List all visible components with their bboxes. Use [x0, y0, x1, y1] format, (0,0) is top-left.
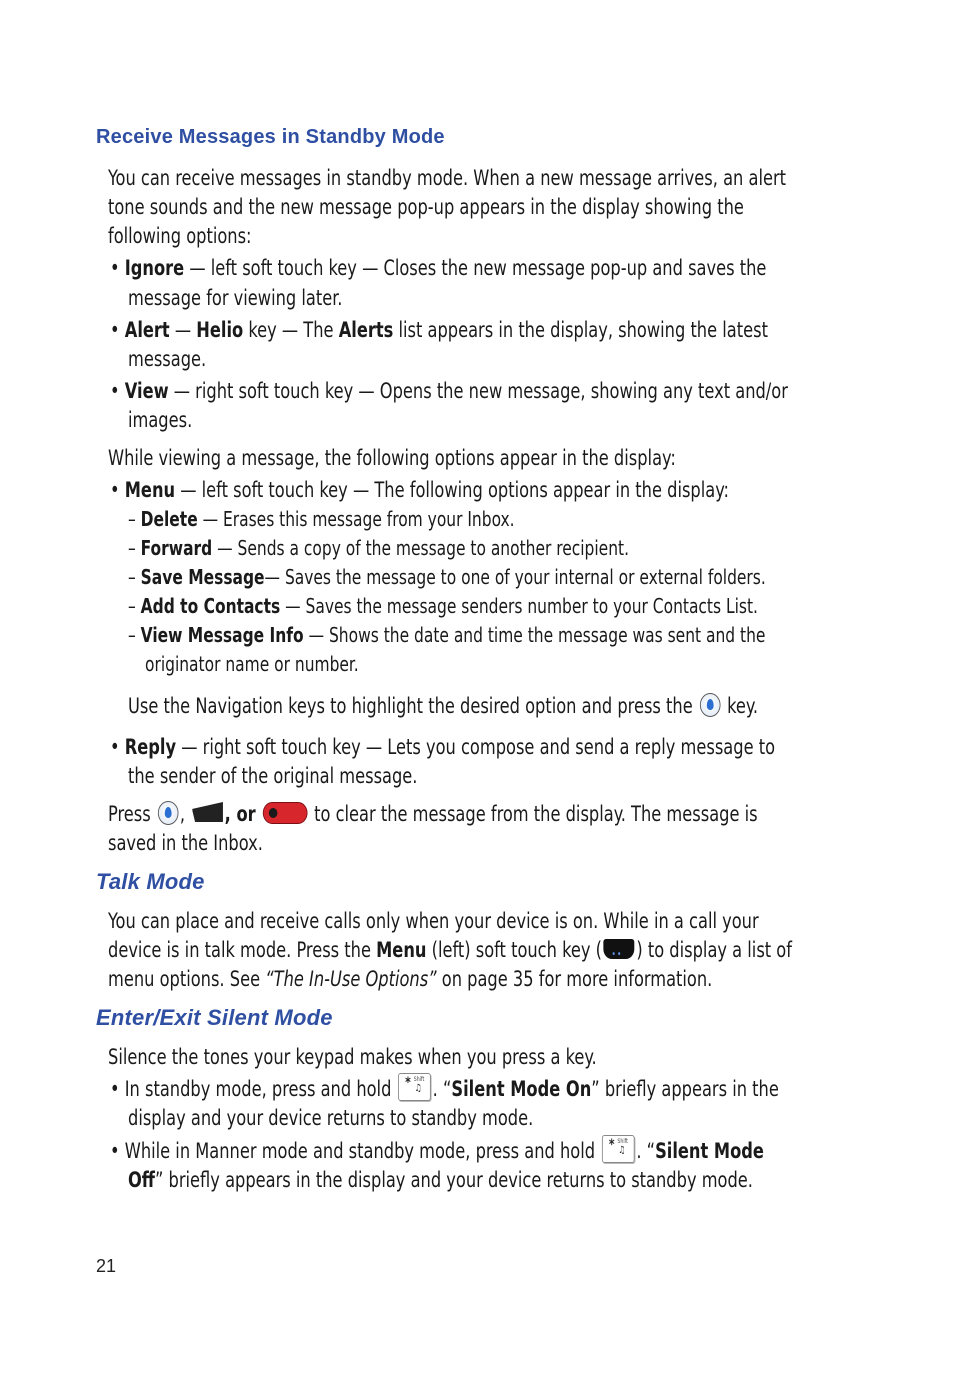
bullet-reply: • Reply — right soft touch key — Lets you compose and send a reply message to: [110, 735, 776, 759]
bullet-view-line-2: images.: [128, 408, 193, 432]
silent-intro: Silence the tones your keypad makes when you press a key.: [108, 1045, 597, 1069]
term-menu: Menu: [124, 478, 176, 502]
bullet-alert: • Alert — Helio key — The Alerts list appears in the display, showing the latest: [110, 318, 768, 342]
term-silent-mode-off: Silent Mode: [655, 1139, 764, 1163]
term-view-message-info: View Message Info: [140, 623, 304, 647]
term-save-message: Save Message: [140, 565, 265, 589]
talk-line-1: You can place and receive calls only when your device is on. While in a call your: [108, 909, 759, 933]
heading-silent-mode: Enter/Exit Silent Mode: [96, 1005, 333, 1030]
bullet-view: • View — right soft touch key — Opens the new message, showing any text and/or: [110, 379, 788, 403]
term-alerts: Alerts: [338, 318, 394, 342]
talk-line-3: menu options. See “The In-Use Options” on page 35 for more information.: [108, 967, 713, 991]
term-view: View: [124, 379, 169, 403]
term-ignore: Ignore: [124, 256, 185, 280]
sub-forward: – Forward — Sends a copy of the message to another recipient.: [128, 536, 630, 560]
bullet-silent-on: • In standby mode, press and hold * Shift ♫ . “Silent Mode On” briefly appears in the: [110, 1075, 779, 1101]
term-forward: Forward: [140, 536, 213, 560]
bullet-silent-on-line-2: display and your device returns to standby mode.: [128, 1106, 534, 1130]
bullet-alert-line-2: message.: [128, 347, 207, 371]
sub-add-to-contacts: – Add to Contacts — Saves the message senders number to your Contacts List.: [128, 594, 758, 618]
talk-line-2: device is in talk mode. Press the Menu (left) soft touch key (•• ) to display a list of: [108, 936, 792, 965]
sub-delete: – Delete — Erases this message from your Inbox.: [128, 507, 515, 531]
sub-save-message: – Save Message— Saves the message to one of your internal or external folders.: [128, 565, 766, 589]
in-use-options-reference: “The In-Use Options”: [265, 967, 437, 991]
bullet-ignore: • Ignore — left soft touch key — Closes the new message pop-up and saves the: [110, 256, 767, 280]
left-soft-key-icon: [604, 939, 635, 959]
term-reply: Reply: [124, 735, 177, 759]
page-number: 21: [96, 1256, 117, 1276]
term-menu-talk: Menu: [376, 938, 427, 962]
right-soft-key-icon: [192, 802, 223, 822]
heading-receive-messages: Receive Messages in Standby Mode: [96, 126, 445, 148]
sub-view-message-info: – View Message Info — Shows the date and time the message was sent and the: [128, 623, 766, 647]
ok-key-icon: [158, 801, 179, 825]
star-shift-key-icon: * Shift ♫: [602, 1135, 635, 1163]
term-alert: Alert: [124, 318, 170, 342]
end-key-icon: [263, 802, 308, 824]
ok-key-icon: [700, 693, 721, 717]
bullet-ignore-line-2: message for viewing later.: [128, 286, 343, 310]
term-add-to-contacts: Add to Contacts: [140, 594, 281, 618]
receive-intro-line-3: following options:: [108, 224, 252, 248]
term-helio: Helio: [196, 318, 244, 342]
bullet-silent-off: • While in Manner mode and standby mode, press and hold * Shift ♫ . “Silent Mode: [110, 1137, 764, 1163]
press-to-clear-line-2: saved in the Inbox.: [108, 831, 263, 855]
bullet-menu: • Menu — left soft touch key — The following options appear in the display:: [110, 478, 729, 502]
navigation-instruction: Use the Navigation keys to highlight the desired option and press the key.: [128, 694, 759, 718]
bullet-reply-line-2: the sender of the original message.: [128, 764, 418, 788]
term-silent-mode-on: Silent Mode On: [451, 1077, 592, 1101]
press-to-clear-line: Press , , or to clear the message from the display. The message is: [108, 802, 758, 826]
term-delete: Delete: [140, 507, 198, 531]
term-off: Off: [128, 1168, 155, 1192]
heading-talk-mode: Talk Mode: [96, 869, 205, 894]
receive-intro-line-2: tone sounds and the new message pop-up appears in the display showing the: [108, 195, 744, 219]
sub-view-message-info-line-2: originator name or number.: [145, 652, 359, 676]
star-shift-key-icon: * Shift ♫: [398, 1073, 431, 1101]
bullet-silent-off-line-2: Off” briefly appears in the display and your device returns to standby mode.: [128, 1168, 753, 1192]
while-viewing-text: While viewing a message, the following options appear in the display:: [108, 446, 676, 470]
receive-intro-line-1: You can receive messages in standby mode. When a new message arrives, an alert: [108, 166, 787, 190]
